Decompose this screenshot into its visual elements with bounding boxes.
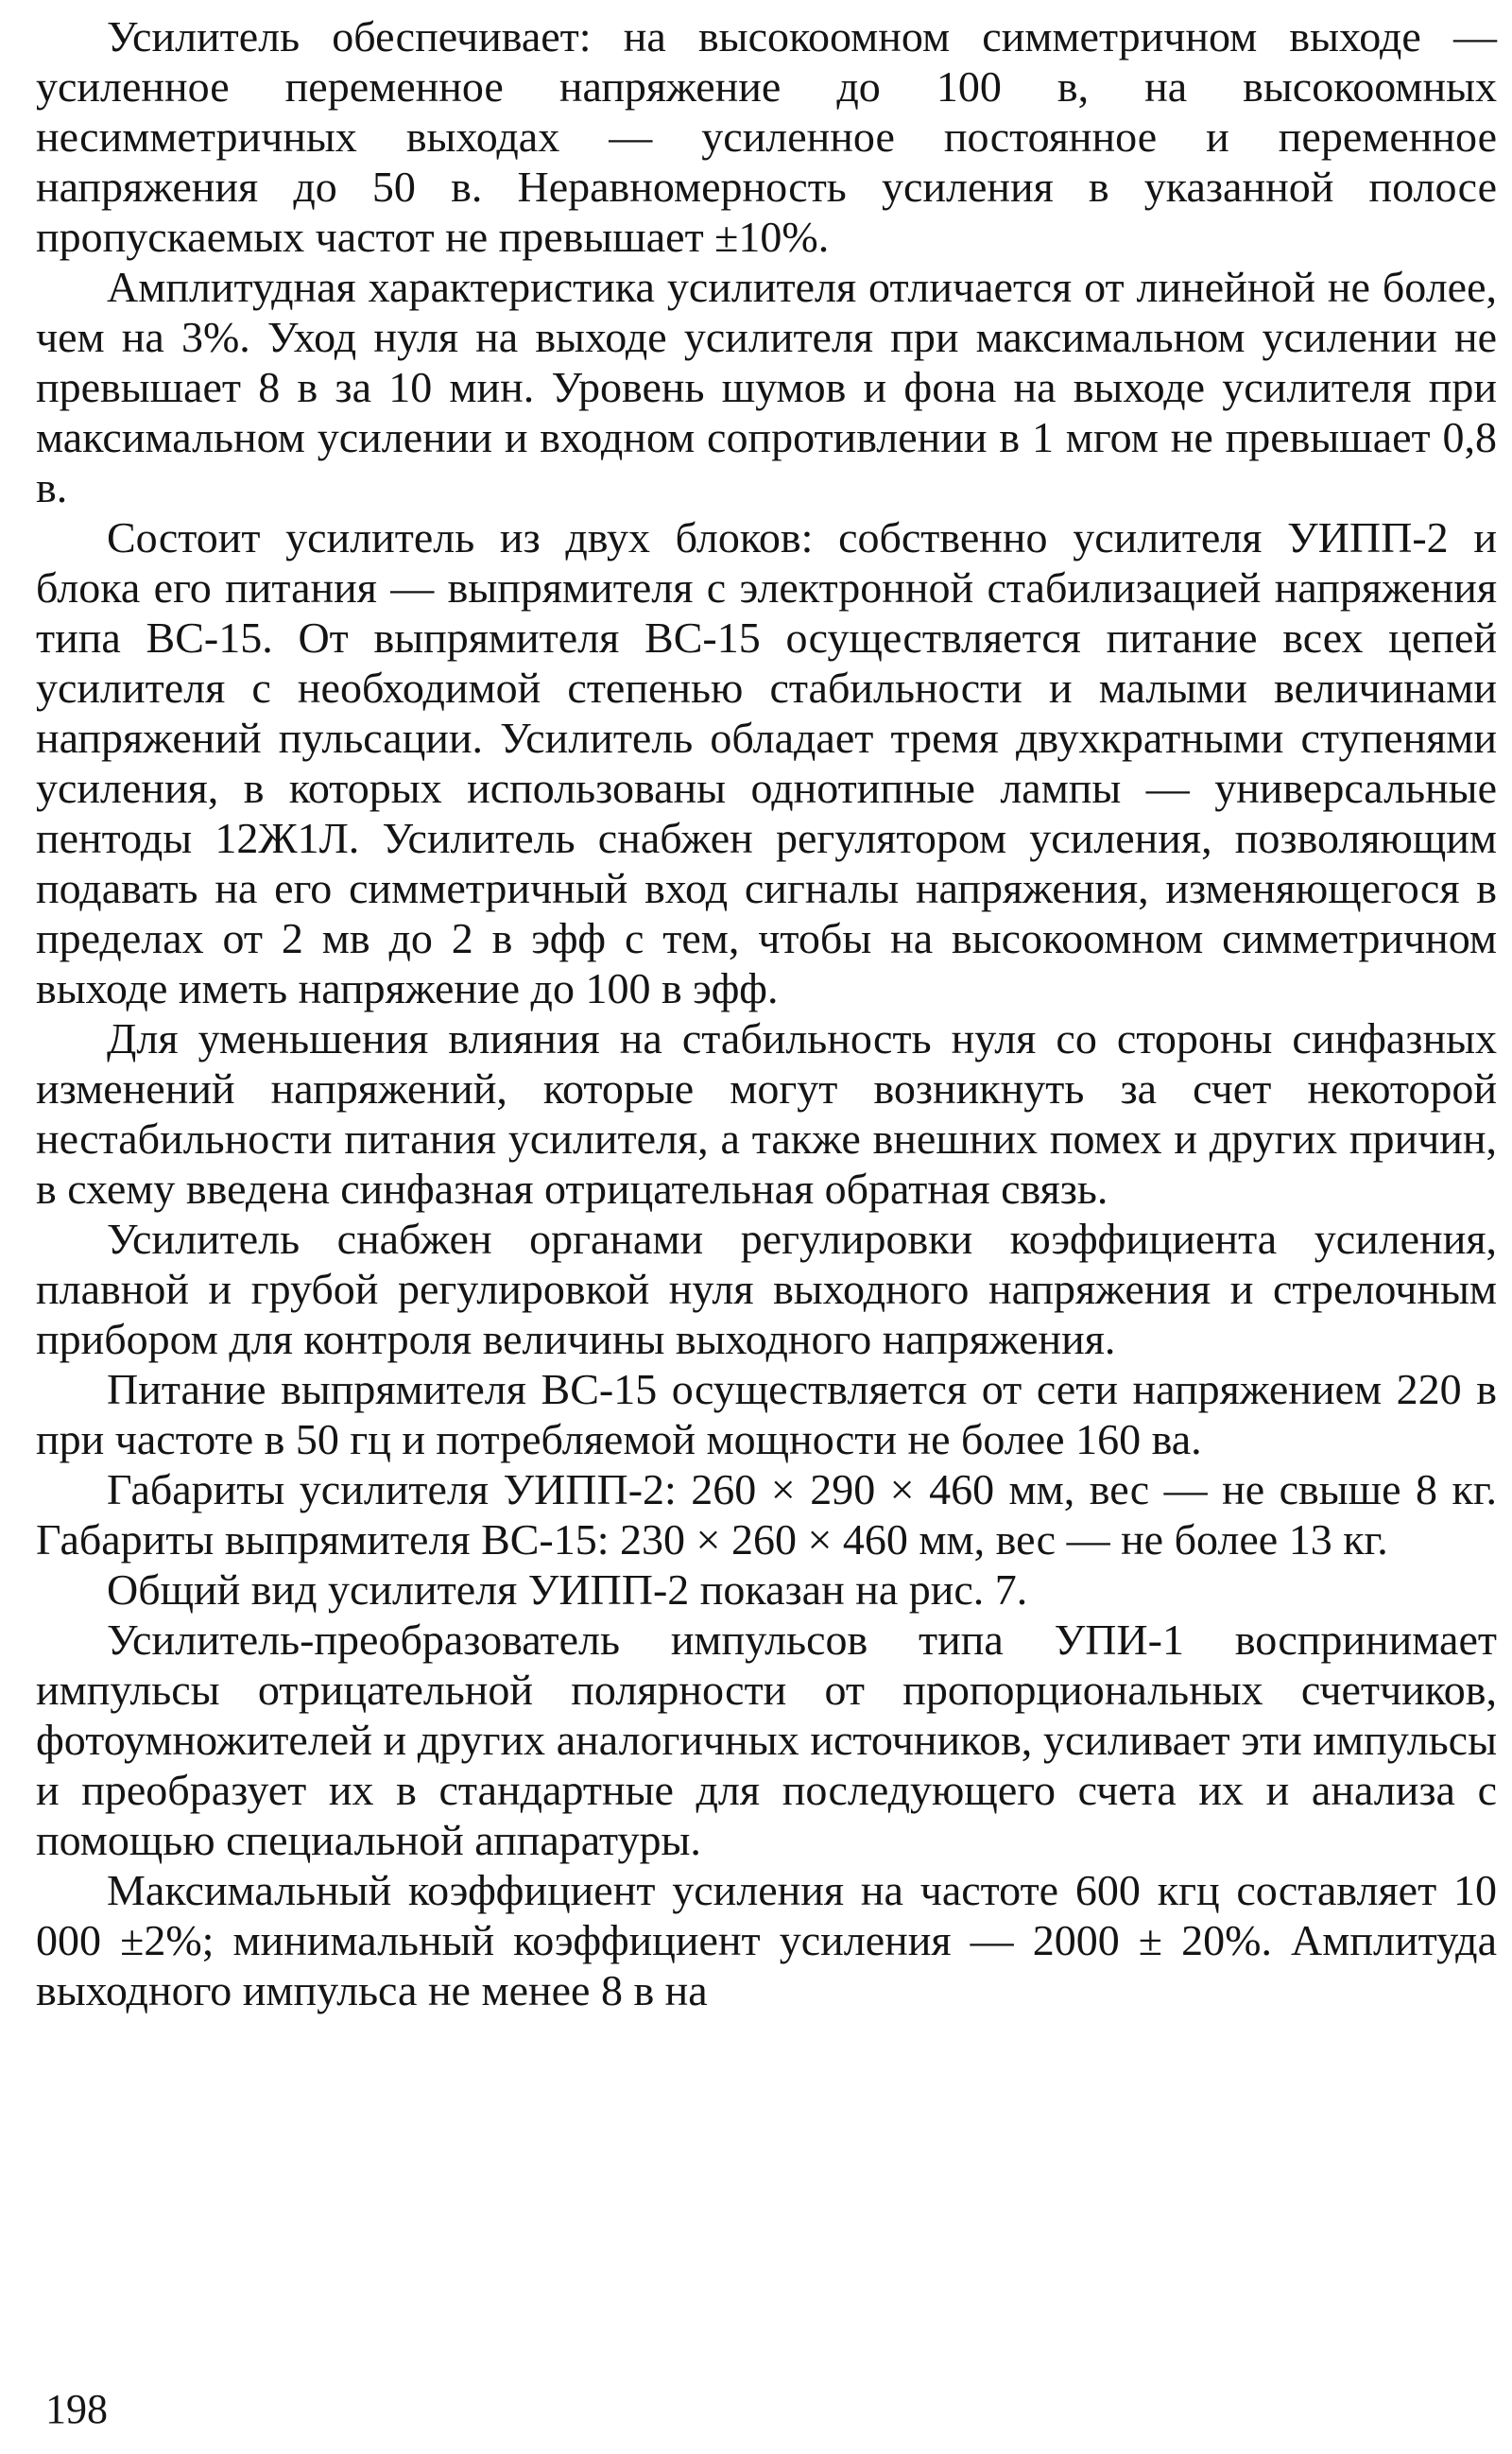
paragraph-pulse-converter: Усилитель-преобразователь импульсов типа УПИ-1 воспринимает импульсы отрицательной полярности от пропорциональных счетчиков, фотоумножителей и других аналогичных источников, усиливает эти импульсы и преобразует их в стандартные для последующего счета их и анализа с помощью специальной аппаратуры. <box>36 1616 1497 1864</box>
page-number: 198 <box>45 2386 108 2432</box>
paragraph-controls: Усилитель снабжен органами регулировки коэффициента усиления, плавной и грубой регулировкой нуля выходного напряжения и стрелочным прибором для контроля величины выходного напряжения. <box>36 1215 1497 1363</box>
paragraph-figure-reference: Общий вид усилителя УИПП-2 показан на рис. 7. <box>107 1565 1028 1614</box>
document-page <box>36 0 1497 2454</box>
paragraph-amplitude-characteristic: Амплитудная характеристика усилителя отличается от линейной не более, чем на 3%. Уход нуля на выходе усилителя при максимальном усилении не превышает 8 в за 10 мин. Уровень шумов и фона на выходе усилителя при максимальном усилении и входном сопротивлении в 1 мгом не превышает 0,8 в. <box>36 263 1497 511</box>
paragraph-amplifier-outputs: Усилитель обеспечивает: на высокоомном симметричном выходе — усиленное переменное напряжение до 100 в, на высокоомных несимметричных выходах — усиленное постоянное и переменное напряжения до 50 в. Неравномерность усиления в указанной полосе пропускаемых частот не превышает ±10%. <box>36 12 1497 261</box>
paragraph-power-supply: Питание выпрямителя ВС-15 осуществляется от сети напряжением 220 в при частоте в 50 гц и потребляемой мощности не более 160 ва. <box>36 1365 1497 1463</box>
paragraph-amplifier-blocks: Состоит усилитель из двух блоков: собственно усилителя УИПП-2 и блока его питания — выпрямителя с электронной стабилизацией напряжения типа ВС-15. От выпрямителя ВС-15 осуществляется питание всех цепей усилителя с необходимой степенью стабильности и малыми величинами напряжений пульсации. Усилитель обладает тремя двухкратными ступенями усиления, в которых использованы однотипные лампы — универсальные пентоды 12Ж1Л. Усилитель снабжен регулятором усиления, позволяющим подавать на его симметричный вход сигналы напряжения, изменяющегося в пределах от 2 мв до 2 в эфф с тем, чтобы на высокоомном симметричном выходе иметь напряжение до 100 в эфф. <box>36 513 1497 1012</box>
body-text <box>36 11 1497 2015</box>
paragraph-common-mode-feedback: Для уменьшения влияния на стабильность нуля со стороны синфазных изменений напряжений, которые могут возникнуть за счет некоторой нестабильности питания усилителя, а также внешних помех и других причин, в схему введена синфазная отрицательная обратная связь. <box>36 1014 1497 1213</box>
paragraph-dimensions: Габариты усилителя УИПП-2: 260 × 290 × 460 мм, вес — не свыше 8 кг. Габариты выпрямителя ВС-15: 230 × 260 × 460 мм, вес — не более 13 кг. <box>36 1465 1497 1564</box>
paragraph-gain: Максимальный коэффициент усиления на частоте 600 кгц составляет 10 000 ±2%; минимальный коэффициент усиления — 2000 ± 20%. Амплитуда выходного импульса не менее 8 в на <box>36 1866 1497 2014</box>
